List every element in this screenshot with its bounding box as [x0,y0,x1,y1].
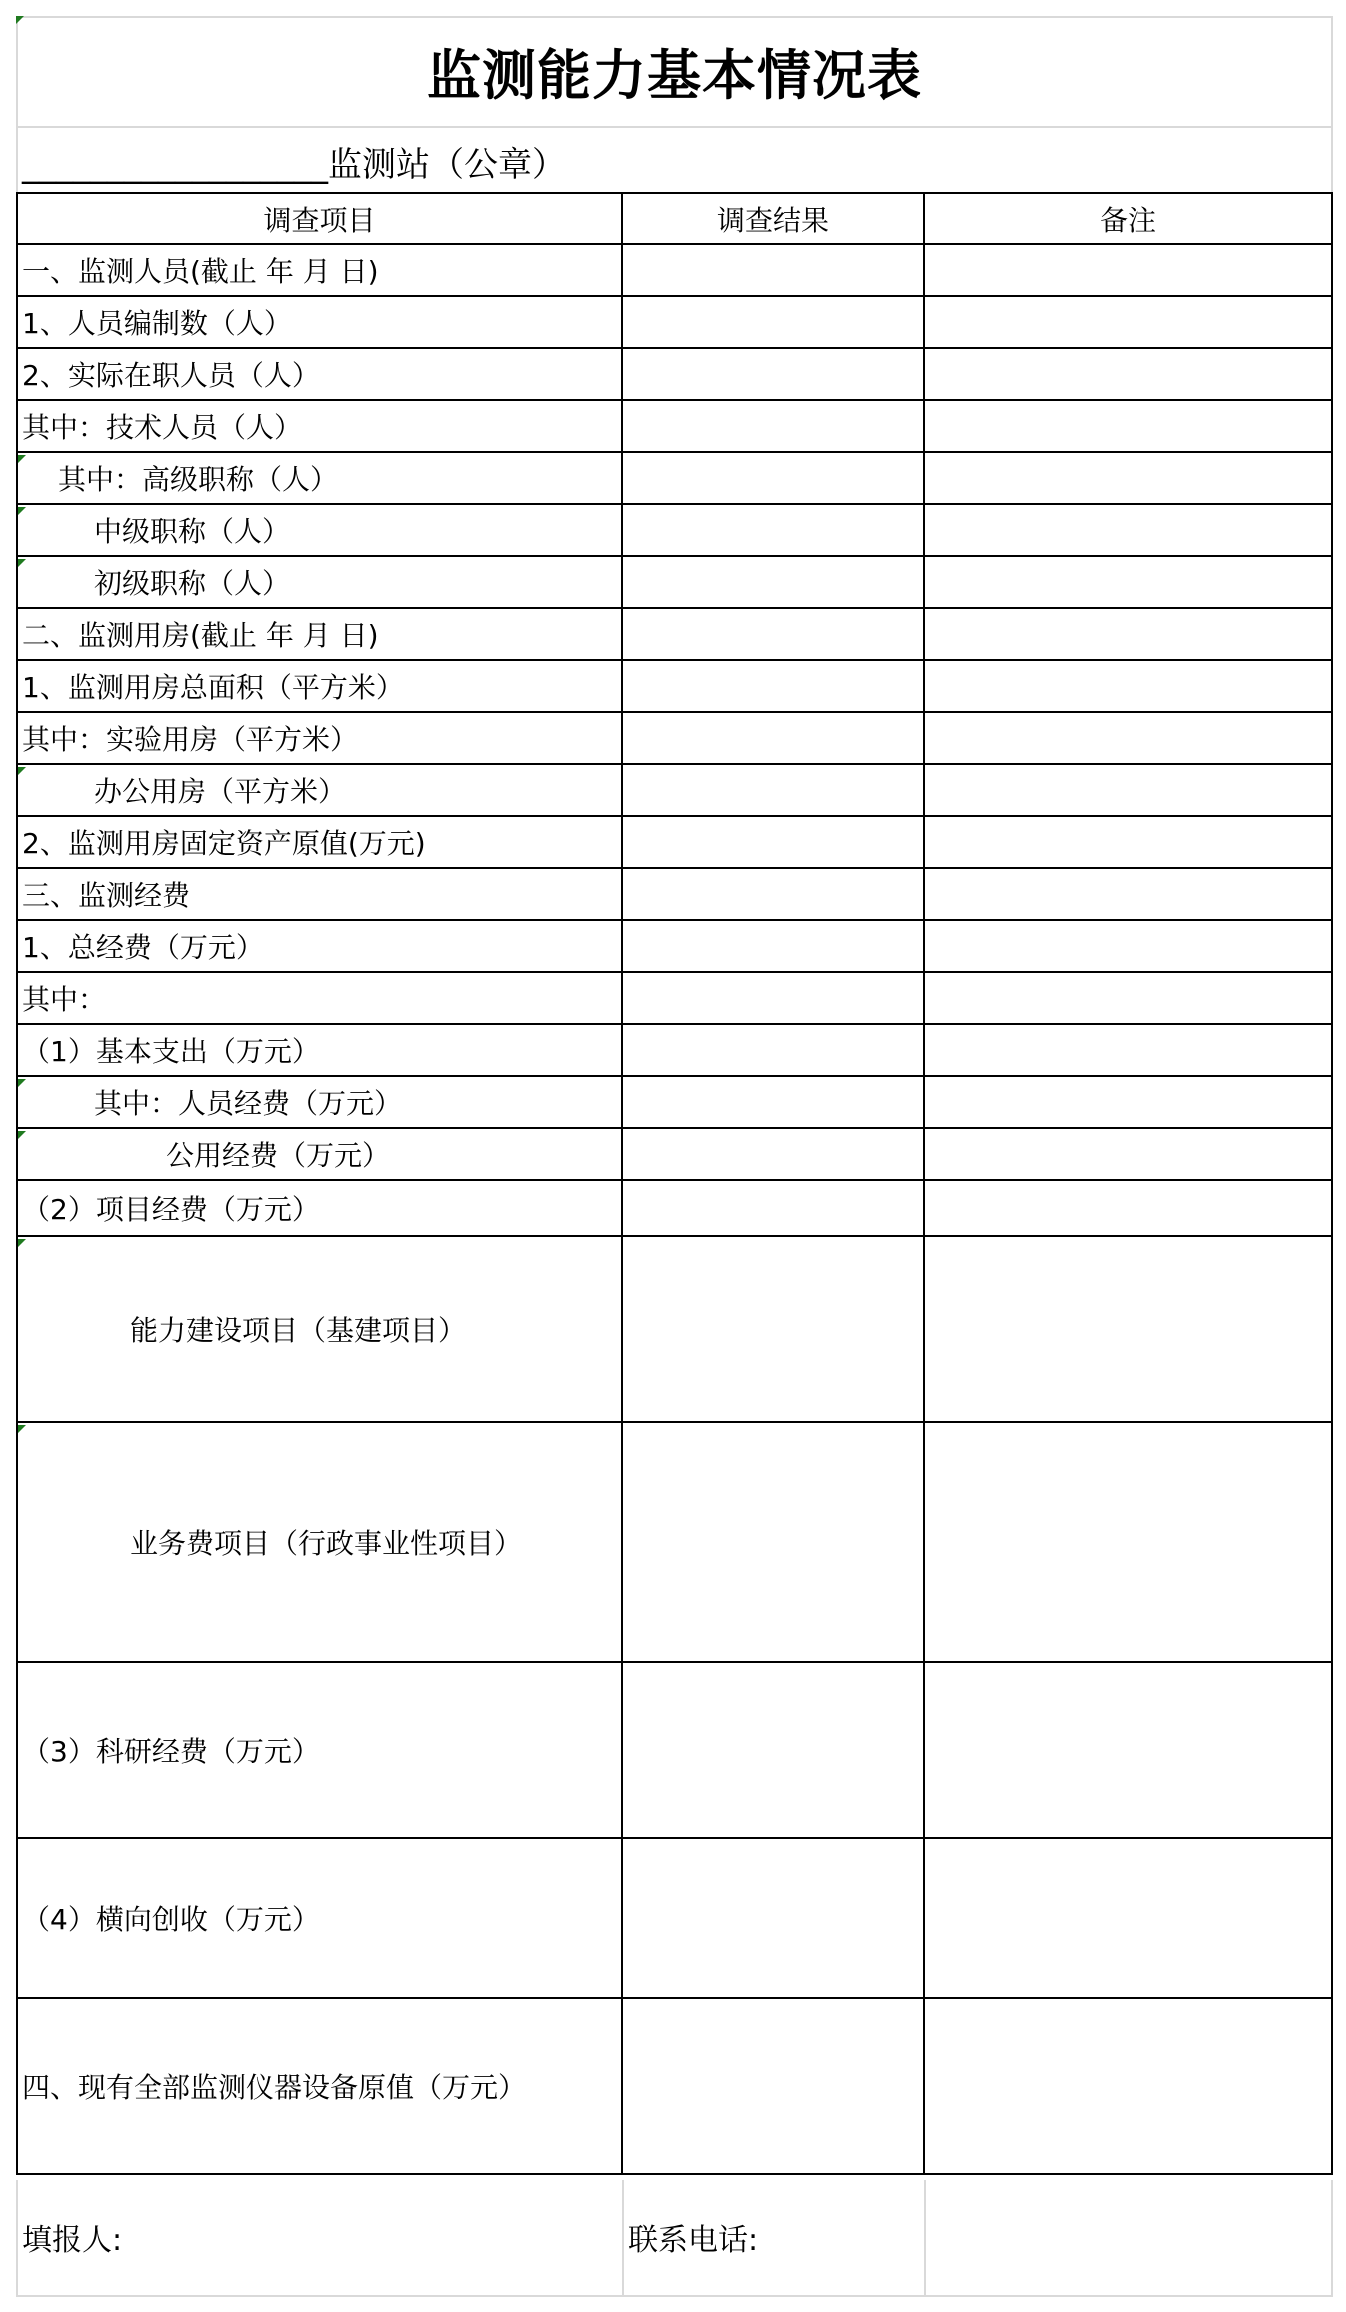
survey-result-cell[interactable] [623,661,925,713]
cell-comment-marker [18,559,26,567]
table-row [16,245,1333,297]
remarks-cell[interactable] [925,1237,1333,1423]
survey-result-cell[interactable] [623,245,925,297]
survey-result-cell[interactable] [623,1077,925,1129]
header-remarks[interactable]: 备注 [925,194,1333,245]
remarks-cell[interactable] [925,921,1333,973]
survey-result-cell[interactable] [623,297,925,349]
table-row [16,817,1333,869]
table-row [16,401,1333,453]
remarks-cell[interactable] [925,609,1333,661]
gridline [16,126,1333,128]
survey-item-cell[interactable]: 办公用房（平方米） [16,765,623,817]
table-row [16,1423,1333,1663]
station-seal-line: __________________监测站（公章） [22,144,566,185]
remarks-cell[interactable] [925,661,1333,713]
survey-result-cell[interactable] [623,713,925,765]
table-row [16,1129,1333,1181]
survey-item-cell[interactable]: 中级职称（人） [16,505,623,557]
remarks-cell[interactable] [925,973,1333,1025]
cell-comment-marker [18,1239,26,1247]
survey-item-cell[interactable]: 初级职称（人） [16,557,623,609]
remarks-cell[interactable] [925,245,1333,297]
survey-result-cell[interactable] [623,817,925,869]
remarks-cell[interactable] [925,349,1333,401]
table-row [16,1181,1333,1237]
header-survey-item[interactable]: 调查项目 [16,194,623,245]
header-survey-result[interactable]: 调查结果 [623,194,925,245]
gridline [622,2180,624,2297]
survey-result-cell[interactable] [623,1423,925,1663]
cell-comment-marker [18,1079,26,1087]
survey-item-cell[interactable]: 2、实际在职人员（人） [16,349,623,401]
survey-item-cell[interactable]: 2、监测用房固定资产原值(万元) [16,817,623,869]
remarks-cell[interactable] [925,1423,1333,1663]
table-row [16,713,1333,765]
table-row [16,1999,1333,2175]
survey-result-cell[interactable] [623,973,925,1025]
table-row [16,869,1333,921]
remarks-cell[interactable] [925,557,1333,609]
survey-result-cell[interactable] [623,1129,925,1181]
table-row [16,609,1333,661]
survey-result-cell[interactable] [623,1663,925,1839]
gridline [16,2295,1333,2297]
remarks-cell[interactable] [925,297,1333,349]
survey-item-cell[interactable]: 业务费项目（行政事业性项目） [16,1423,623,1663]
survey-result-cell[interactable] [623,453,925,505]
table-row [16,765,1333,817]
remarks-cell[interactable] [925,1999,1333,2175]
survey-result-cell[interactable] [623,1999,925,2175]
remarks-cell[interactable] [925,505,1333,557]
remarks-cell[interactable] [925,765,1333,817]
survey-item-cell[interactable]: 其中：技术人员（人） [16,401,623,453]
survey-result-cell[interactable] [623,921,925,973]
remarks-cell[interactable] [925,1129,1333,1181]
phone-label: 联系电话: [628,2223,759,2258]
remarks-cell[interactable] [925,1839,1333,1999]
remarks-cell[interactable] [925,1181,1333,1237]
survey-item-cell[interactable]: 四、现有全部监测仪器设备原值（万元） [16,1999,623,2175]
survey-item-cell[interactable]: 1、总经费（万元） [16,921,623,973]
survey-result-cell[interactable] [623,609,925,661]
remarks-cell[interactable] [925,401,1333,453]
survey-item-cell[interactable]: （2）项目经费（万元） [16,1181,623,1237]
filler-label: 填报人: [22,2223,123,2258]
table-row [16,1839,1333,1999]
gridline [16,2180,18,2297]
survey-item-cell[interactable]: （3）科研经费（万元） [16,1663,623,1839]
page-title: 监测能力基本情况表 [427,43,922,107]
remarks-cell[interactable] [925,1025,1333,1077]
gridline [924,2180,926,2297]
table-row [16,973,1333,1025]
survey-item-cell[interactable]: 其中：高级职称（人） [16,453,623,505]
table-row [16,297,1333,349]
table-row [16,1077,1333,1129]
table-row [16,349,1333,401]
table-row [16,505,1333,557]
table-header-row [16,192,1333,245]
survey-result-cell[interactable] [623,401,925,453]
table-row [16,1663,1333,1839]
table-row [16,1025,1333,1077]
survey-item-cell[interactable]: （4）横向创收（万元） [16,1839,623,1999]
survey-item-cell[interactable]: 三、监测经费 [16,869,623,921]
survey-item-cell[interactable]: 其中： [16,973,623,1025]
cell-comment-marker [18,1131,26,1139]
table-row [16,921,1333,973]
survey-result-cell[interactable] [623,1839,925,1999]
cell-comment-marker [18,767,26,775]
remarks-cell[interactable] [925,713,1333,765]
survey-result-cell[interactable] [623,1025,925,1077]
remarks-cell[interactable] [925,1663,1333,1839]
remarks-cell[interactable] [925,453,1333,505]
cell-comment-marker [18,455,26,463]
survey-item-cell[interactable]: 1、人员编制数（人） [16,297,623,349]
survey-item-cell[interactable]: 其中：实验用房（平方米） [16,713,623,765]
survey-result-cell[interactable] [623,1181,925,1237]
table-row [16,661,1333,713]
table-row [16,453,1333,505]
survey-result-cell[interactable] [623,557,925,609]
survey-item-cell[interactable]: 公用经费（万元） [16,1129,623,1181]
survey-item-cell[interactable]: 一、监测人员(截止 年 月 日) [16,245,623,297]
survey-item-cell[interactable]: 其中：人员经费（万元） [16,1077,623,1129]
remarks-cell[interactable] [925,869,1333,921]
survey-result-cell[interactable] [623,349,925,401]
gridline [1331,2180,1333,2297]
survey-item-cell[interactable]: （1）基本支出（万元） [16,1025,623,1077]
survey-result-cell[interactable] [623,505,925,557]
survey-result-cell[interactable] [623,765,925,817]
survey-result-cell[interactable] [623,1237,925,1423]
survey-item-cell[interactable]: 1、监测用房总面积（平方米） [16,661,623,713]
cell-comment-marker [18,1425,26,1433]
remarks-cell[interactable] [925,1077,1333,1129]
table-row [16,1237,1333,1423]
remarks-cell[interactable] [925,817,1333,869]
survey-item-cell[interactable]: 能力建设项目（基建项目） [16,1237,623,1423]
survey-item-cell[interactable]: 二、监测用房(截止 年 月 日) [16,609,623,661]
cell-comment-marker [18,507,26,515]
table-row [16,557,1333,609]
survey-result-cell[interactable] [623,869,925,921]
